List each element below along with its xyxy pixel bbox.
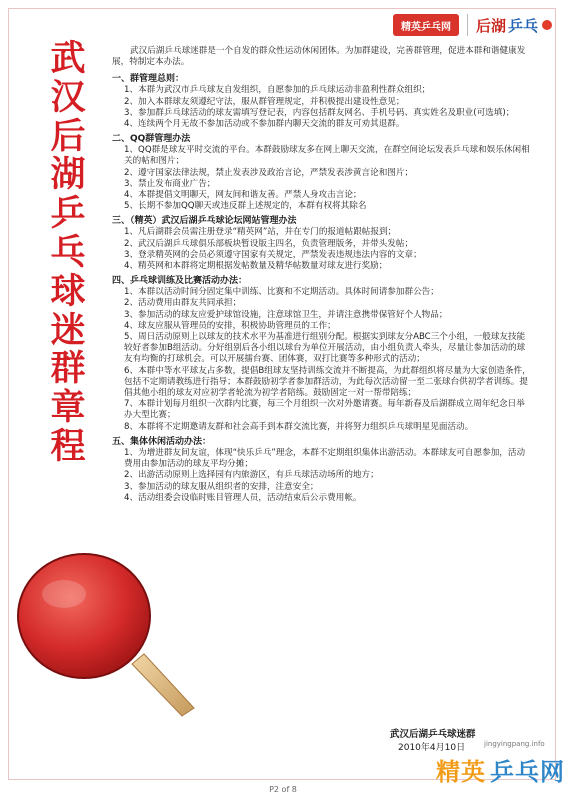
sections-container xyxy=(112,73,532,504)
title-char: 球 xyxy=(50,270,86,312)
section-item: 2、活动费用由群友共同承担； xyxy=(124,298,242,309)
logo-text-pingpong: 乒乓 xyxy=(507,16,538,35)
signature-date: 2010年4月10日 xyxy=(398,743,466,753)
logo-text-houhu: 后湖 xyxy=(475,16,506,35)
title-char: 乓 xyxy=(50,231,86,273)
section-heading: 四、乒乓球训练及比赛活动办法： xyxy=(112,276,248,287)
title-char: 汉 xyxy=(50,76,86,118)
jingying-logo: 精英乒乓网 xyxy=(393,14,459,36)
section-item: 4、活动组委会设临时账目管理人员，活动结束后公示费用帐。 xyxy=(124,492,362,503)
houhu-pingpong-logo xyxy=(476,15,552,36)
paddle-icon xyxy=(14,546,214,726)
logo-divider xyxy=(467,14,468,36)
watermark-brand-a: 精英 xyxy=(436,758,486,786)
section-item: 2、遵守国家法律法规，禁止发表涉及政治言论，严禁发表涉黄言论和图片； xyxy=(124,167,414,178)
section-item: 4、本群提倡文明聊天，网友间和谐友善。严禁人身攻击言论； xyxy=(124,190,362,201)
title-char: 湖 xyxy=(50,154,86,196)
title-char: 程 xyxy=(50,425,86,467)
section-item: 1、本群为武汉市乒乓球友自发组织，自愿参加的乒乓球运动非盈利性群众组织； xyxy=(124,85,431,96)
title-char: 后 xyxy=(50,115,86,157)
section-item: 3、参加活动的球友服从组织者的安排，注意安全； xyxy=(124,481,319,492)
title-char: 章 xyxy=(50,387,86,429)
section-item: 2、出游活动原则上选择园有内旅游区，有乒乓球活动场所的地方； xyxy=(124,470,379,481)
section-item: 4、精英网和本群将定期根据发帖数量及精华帖数量对球友进行奖励； xyxy=(124,261,388,272)
section-item: 1、本群以活动时间分固定集中训练、比赛和不定期活动。具体时间请参加群公告； xyxy=(124,287,439,298)
signature-org: 武汉后湖乒乓球迷群 xyxy=(390,729,476,740)
vertical-title xyxy=(46,40,90,467)
section-item: 2、加入本群球友须遵纪守法，服从群管理规定，并积极提出建设性意见； xyxy=(124,96,405,107)
watermark-brand xyxy=(436,752,565,787)
section-item: 1、凡后湖群会员需注册登录“精英网”站，并在专门的报道帖跟帖报到； xyxy=(124,227,397,238)
intro-paragraph: 武汉后湖乒乓球迷群是一个自发的群众性运动休闲团体。为加群建设，完善群管理，促进本群和谐健康发展，特制定本办法。 xyxy=(112,46,526,68)
section-heading: 二、QQ群管理办法 xyxy=(112,134,191,145)
section-heading: 三、（精英）武汉后湖乒乓球论坛网站管理办法 xyxy=(112,216,297,227)
section-item: 8、本群将不定期邀请友群和社会高手到本群交流比赛，并将努力组织乒乓球明星见面活动。 xyxy=(124,421,474,432)
section-item: 3、参加活动的球友应爱护球馆设施，注意球馆卫生，并请注意携带保管好个人物品； xyxy=(124,309,448,320)
section-item: 1、为增进群友间友谊，体现“快乐乒乓”理念，本群不定期组织集体出游活动。本群球友可自愿参加，活动费用由参加活动的球友平均分摊； xyxy=(124,447,526,470)
title-char: 武 xyxy=(50,38,86,79)
title-char: 迷 xyxy=(50,309,86,351)
title-char: 群 xyxy=(50,348,86,390)
charter-content xyxy=(112,46,532,504)
section-heading: 五、集体休闲活动办法： xyxy=(112,436,212,447)
section-item: 7、本群计划每月组织一次群内比赛，每三个月组织一次对外邀请赛。每年新春及后湖群成立周年纪念日举办大型比赛； xyxy=(124,399,525,421)
section-item: 3、禁止发布商业广告； xyxy=(124,178,216,189)
section-item: 6、本群中等水平球友占多数，提倡B组球友坚持训练交流并不断提高，为此群组织将尽量为大家创造条件，包括不定期请教练进行指导；本群鼓励初学者参加群活动，为此每次活动留一至二张球台供初学者训练。提倡其他小组的球友对应初学者轮流为初学者陪练。鼓励固定一对一帮带陪练； xyxy=(124,365,531,399)
watermark-url: jingyingpang.info xyxy=(484,740,545,748)
section-item: 5、长期不参加QQ聊天或违反群上述规定的，本群有权将其除名 xyxy=(124,201,367,212)
section-item: 5、周日活动原则上以球友的技术水平为基准进行组别分配。根据实到球友分ABC三个小组，一般球友技能较好者参加B组活动。分好组别后各小组以球台为单位开展活动，由小组负责人牵头，尽量让参加活动的球友有均衡的打球机会。可以开展擂台赛、团体赛，双打比赛等多种形式的活动； xyxy=(124,332,526,365)
section-item: 3、参加群乒乓球活动的球友需填写登记表，内容包括群友网名、手机号码、真实姓名及职业(可选填)； xyxy=(124,107,515,118)
section-item: 2、武汉后湖乒乓球俱乐部板块暂设版主四名，负责管理版务，并带头发帖； xyxy=(124,238,414,249)
title-char: 乒 xyxy=(50,193,86,235)
section-heading: 一、群管理总则： xyxy=(112,74,185,85)
header-logos xyxy=(393,14,552,36)
section-item: 3、登录精英网的会员必须遵守国家有关规定，严禁发表违规违法内容的文章； xyxy=(124,249,422,260)
section-item: 1、QQ群是球友平时交流的平台。本群鼓励球友多在网上聊天交流，在群空间论坛发表乒乓球和娱乐休闲相关的帖和图片； xyxy=(124,145,530,167)
section-item: 4、球友应服从管理员的安排，积极协助管理员的工作； xyxy=(124,320,336,331)
section-item: 4、连续两个月无故不参加活动或不参加群内聊天交流的群友可劝其退群。 xyxy=(124,119,405,130)
watermark-brand-b: 乒乓网 xyxy=(490,758,565,786)
ping-pong-ball-icon xyxy=(542,20,552,30)
page-number: P2 of 8 xyxy=(269,785,297,794)
